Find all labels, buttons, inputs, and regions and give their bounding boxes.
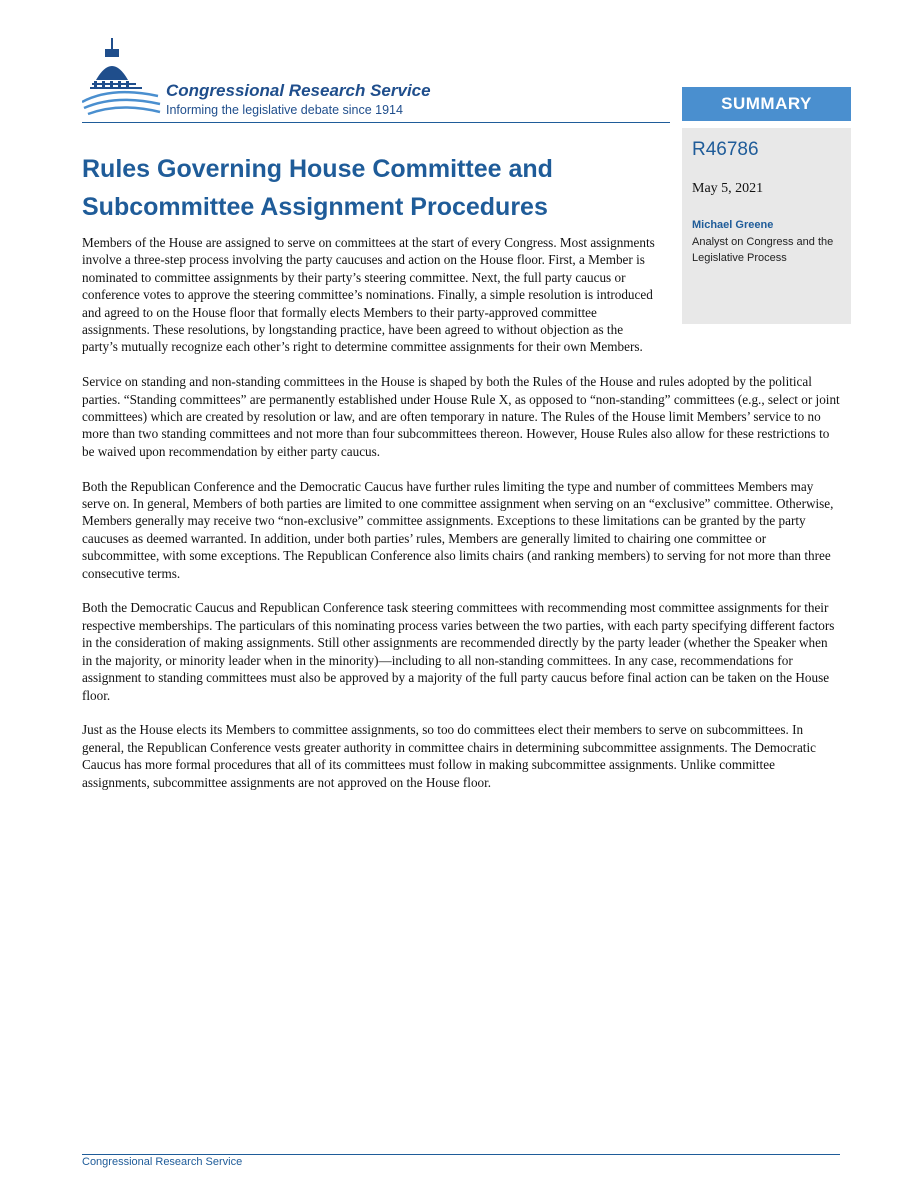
report-date: May 5, 2021 bbox=[692, 181, 764, 196]
summary-body bbox=[82, 234, 840, 808]
author-name: Michael Greene bbox=[692, 219, 774, 231]
paragraph-2: Service on standing and non-standing committees in the House is shaped by both the Rules of the House and rules adopted by the political parties. “Standing committees” are permanently established under House Rule X, as opposed to “non-standing” committees (e.g., select or joint committees) which are created by resolution or law, and are often temporary in nature. The Rules of the House limit Members’ service to no more than two standing committees and not more than four subcommittees thereon. However, House Rules also allow for these restrictions to be waived upon recommendation by either party caucus. bbox=[82, 374, 840, 459]
crs-logo bbox=[82, 36, 482, 122]
footer-divider bbox=[82, 1154, 840, 1155]
org-name: Congressional Research Service bbox=[166, 81, 431, 100]
paragraph-5: Just as the House elects its Members to committee assignments, so too do committees elect their members to serve on subcommittees. In general, the Republican Conference vests greater authority in committee chairs in determining subcommittee assignments. The Democratic Caucus has more formal procedures that all of its committees must follow in making subcommittee assignments. Unlike committee assignments, subcommittee assignments are not approved on the House floor. bbox=[82, 722, 816, 790]
org-tagline: Informing the legislative debate since 1914 bbox=[166, 103, 403, 117]
report-number: R46786 bbox=[692, 139, 759, 160]
paragraph-3: Both the Republican Conference and the Democratic Caucus have further rules limiting the type and number of committees Members may serve on. In general, Members of both parties are limited to one committee assignment when serving on an “exclusive” committee. Otherwise, Members generally may receive two “non-exclusive” committee assignments. Exceptions to these limitations can be granted by the party caucuses as deemed warranted. In addition, under both parties’ rules, Members are generally limited to chairing one committee or subcommittee, with some exceptions. The Republican Conference also limits chairs (and ranking members) to serving for not more than three consecutive terms. bbox=[82, 478, 834, 581]
summary-heading: SUMMARY bbox=[682, 87, 851, 121]
author-title: Analyst on Congress and the Legislative Process bbox=[692, 236, 834, 264]
capitol-dome-icon bbox=[82, 36, 162, 122]
paragraph-1: Members of the House are assigned to serve on committees at the start of every Congress. Most assignments involve a three-step process involving the party caucuses and action on the House floor. First, a Member is nominated to committee assignments by their party’s steering committee. Next, the full party caucus or conference votes to approve the steering committee’s nominations. Finally, a simple resolution is introduced and agreed to on the House floor that formally elects Members to their party-approved committee assignments. These resolutions, by longstanding practice, have been agreed to without objection as the party’s mutually recognize each other’s right to determine committee assignments for their own Members. bbox=[82, 235, 655, 355]
footer-text: Congressional Research Service bbox=[82, 1156, 243, 1168]
page-title: Rules Governing House Committee and Subcommittee Assignment Procedures bbox=[82, 155, 553, 221]
header-divider bbox=[82, 122, 670, 123]
paragraph-4: Both the Democratic Caucus and Republican Conference task steering committees with recommending most committee assignments for their respective memberships. The particulars of this nominating process varies between the two parties, with each party specifying different factors in the consideration of making assignments. Still other assignments are recommended directly by the party leader (whether the Speaker when in the majority, or minority leader when in the minority)—including to all non-standing committees. In any case, recommendations for assignment to standing committees must also be approved by a majority of the full party caucus before final action can be taken on the House floor. bbox=[82, 600, 835, 703]
